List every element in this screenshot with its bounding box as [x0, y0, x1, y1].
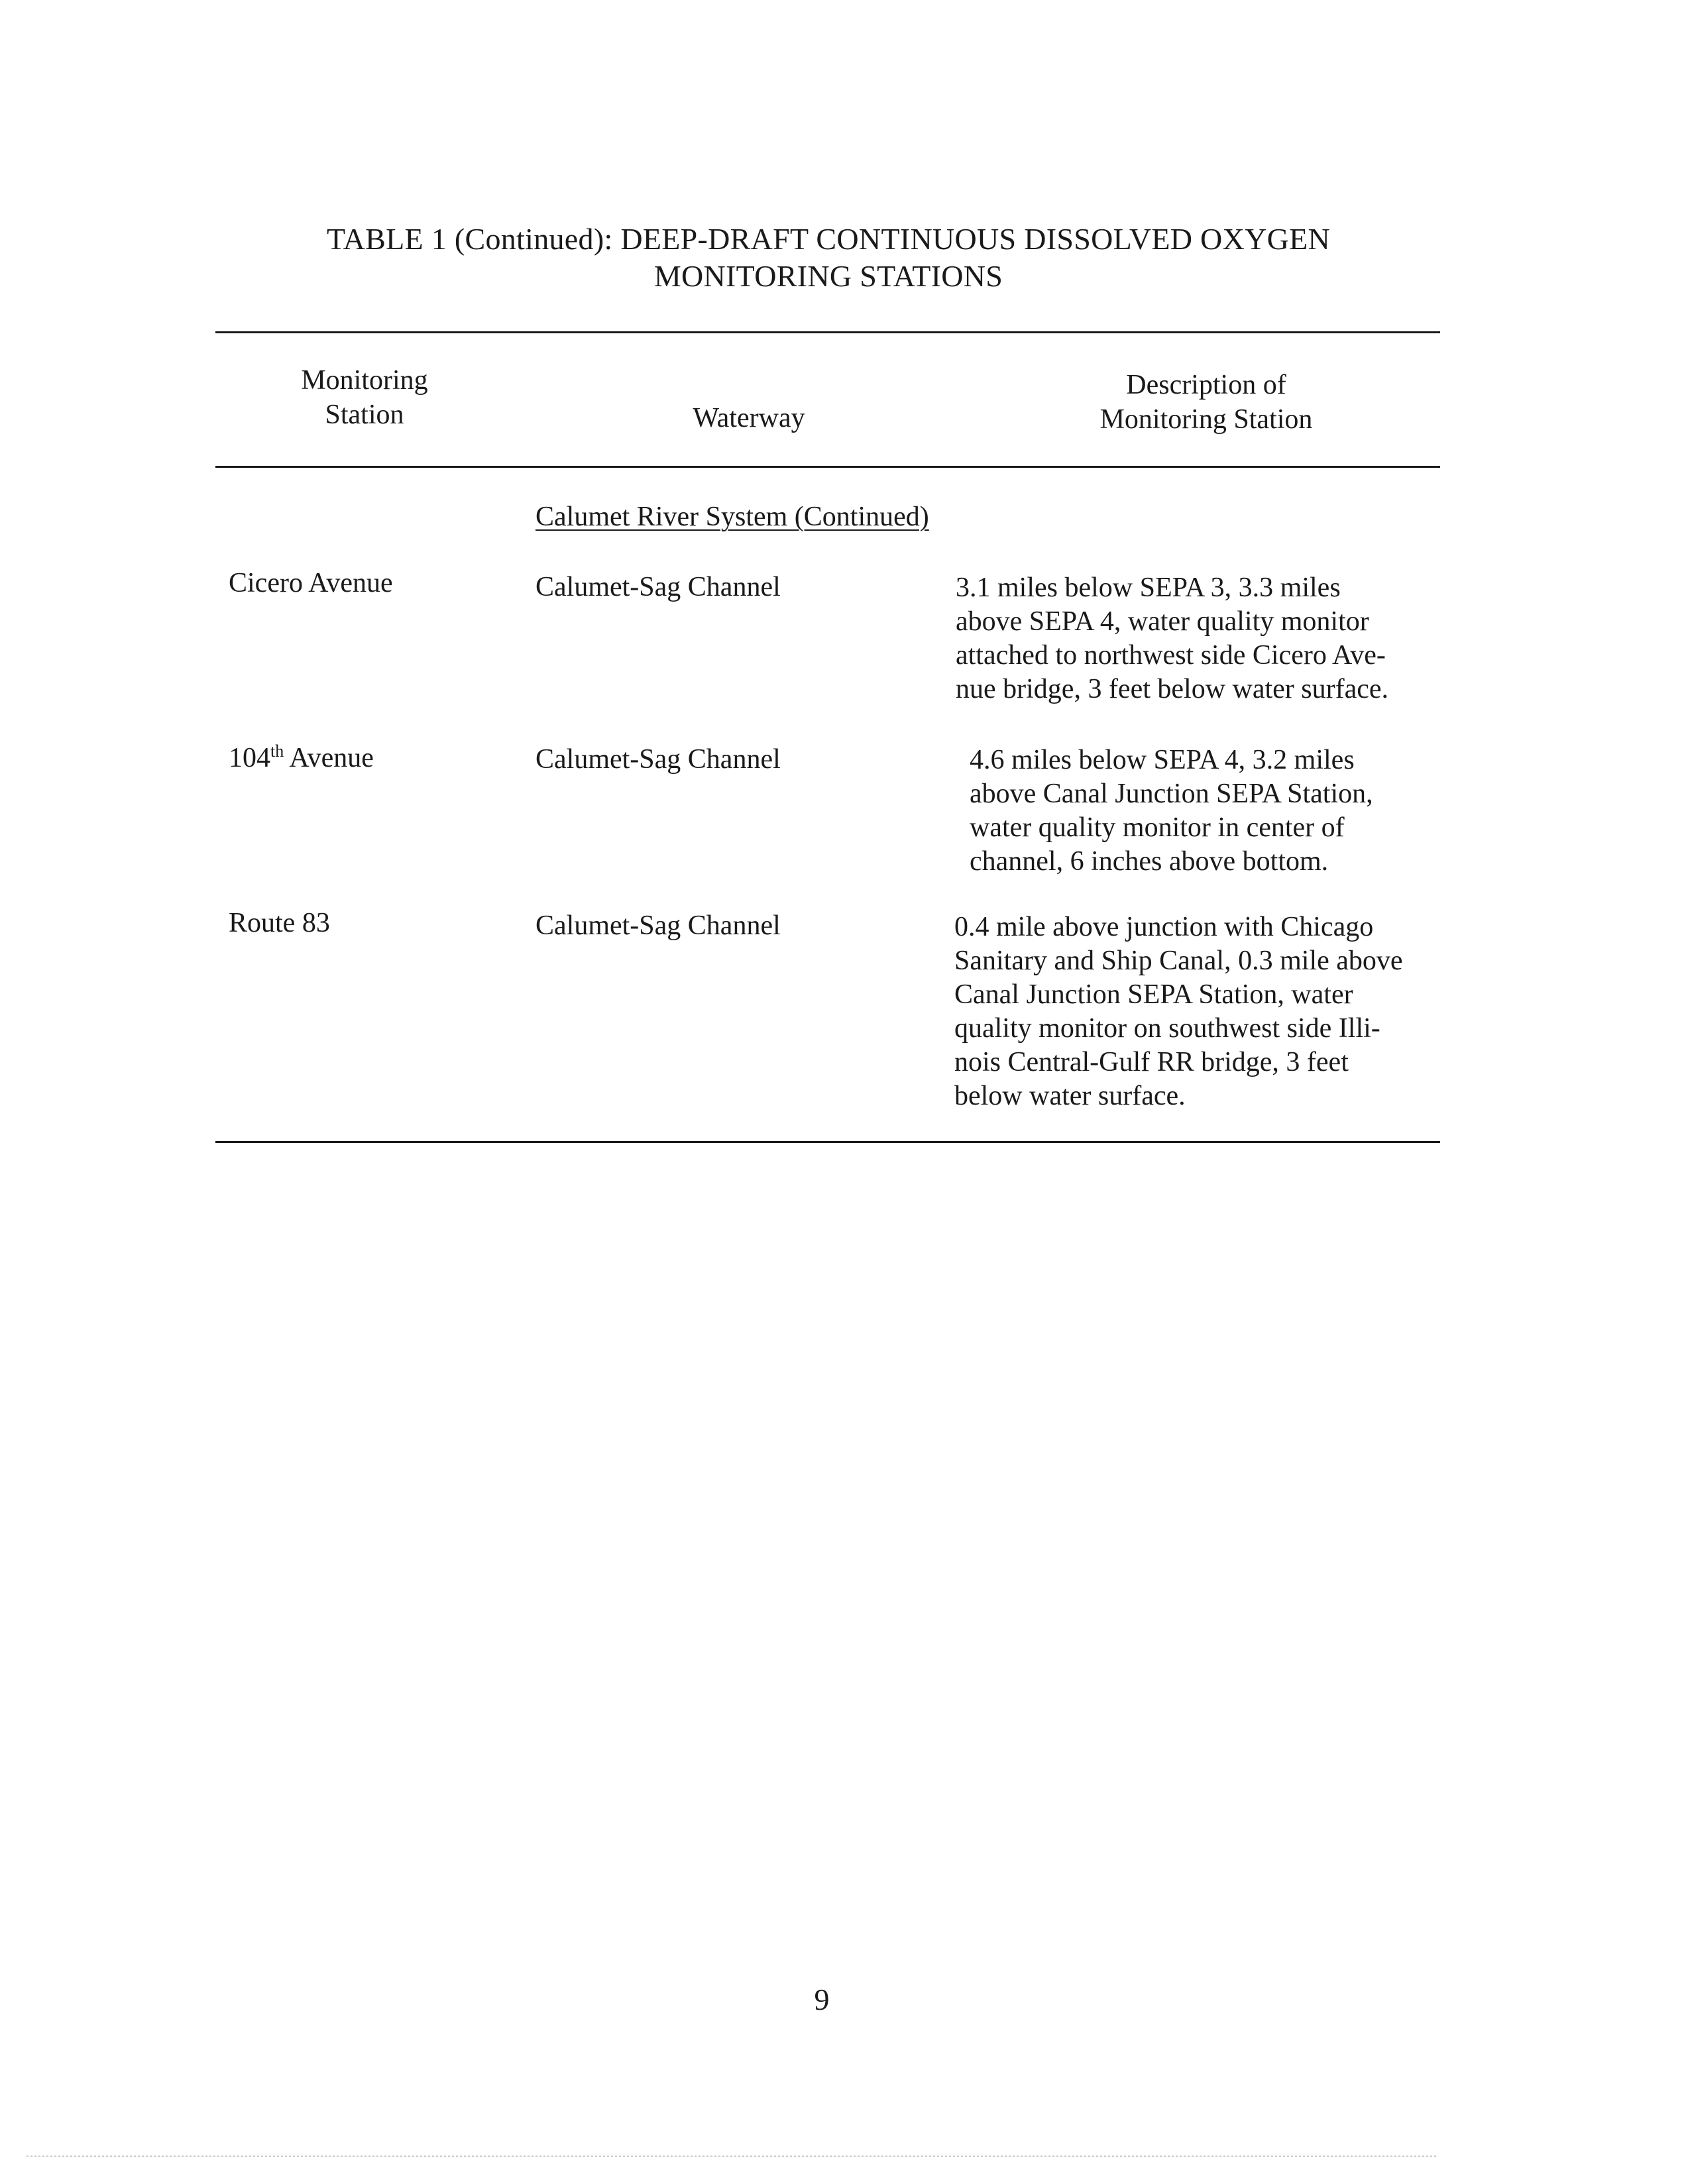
- column-header-description-line-2: Monitoring Station: [1099, 404, 1313, 435]
- row-1-waterway: Calumet-Sag Channel: [535, 572, 781, 602]
- row-2-description-line: 4.6 miles below SEPA 4, 3.2 miles: [970, 745, 1355, 775]
- column-header-station-line-2: Station: [325, 400, 404, 430]
- row-1-description-line: above SEPA 4, water quality monitor: [956, 606, 1369, 637]
- row-3-waterway: Calumet-Sag Channel: [535, 910, 781, 941]
- scan-edge-artifact: [27, 2156, 1438, 2157]
- row-1-description-line: attached to northwest side Cicero Ave-: [956, 640, 1386, 671]
- row-2-station-number: 104: [229, 743, 270, 773]
- table-title-line-2: MONITORING STATIONS: [653, 259, 1003, 293]
- row-1-description-line: nue bridge, 3 feet below water surface.: [956, 674, 1389, 704]
- row-3-description-line: Sanitary and Ship Canal, 0.3 mile above: [954, 946, 1403, 976]
- row-3-description: [954, 910, 1430, 1113]
- row-1-station: Cicero Avenue: [229, 568, 393, 598]
- row-2-description: [970, 743, 1427, 879]
- table-title-line-1: TABLE 1 (Continued): DEEP-DRAFT CONTINUOUS DISSOLVED OXYGEN: [326, 222, 1331, 256]
- row-2-description-line: water quality monitor in center of: [970, 812, 1345, 843]
- column-header-station: [252, 363, 477, 432]
- row-2-station: [229, 741, 507, 775]
- row-3-description-line: Canal Junction SEPA Station, water: [954, 979, 1353, 1010]
- row-3-description-line: quality monitor on southwest side Illi-: [954, 1013, 1380, 1044]
- row-1-description: [956, 571, 1439, 706]
- table-header-rule: [215, 466, 1440, 468]
- row-2-description-line: above Canal Junction SEPA Station,: [970, 779, 1373, 809]
- section-label: Calumet River System (Continued): [535, 502, 929, 532]
- page-number: 9: [814, 1983, 830, 2016]
- column-header-waterway: Waterway: [693, 403, 805, 433]
- row-2-station-ordinal: th: [270, 741, 284, 761]
- column-header-description-line-1: Description of: [1126, 370, 1286, 400]
- row-3-description-line: nois Central-Gulf RR bridge, 3 feet: [954, 1047, 1349, 1077]
- row-1-description-line: 3.1 miles below SEPA 3, 3.3 miles: [956, 573, 1341, 603]
- row-2-description-line: channel, 6 inches above bottom.: [970, 846, 1329, 877]
- table-bottom-rule: [215, 1141, 1440, 1143]
- row-3-station: Route 83: [229, 908, 330, 938]
- row-2-station-suffix: Avenue: [284, 743, 374, 773]
- row-2-waterway: Calumet-Sag Channel: [535, 744, 781, 775]
- table-top-rule: [215, 331, 1440, 333]
- column-header-description: [1041, 368, 1372, 437]
- row-3-description-line: 0.4 mile above junction with Chicago: [954, 912, 1374, 942]
- column-header-station-line-1: Monitoring: [301, 365, 428, 396]
- row-3-description-line: below water surface.: [954, 1081, 1186, 1111]
